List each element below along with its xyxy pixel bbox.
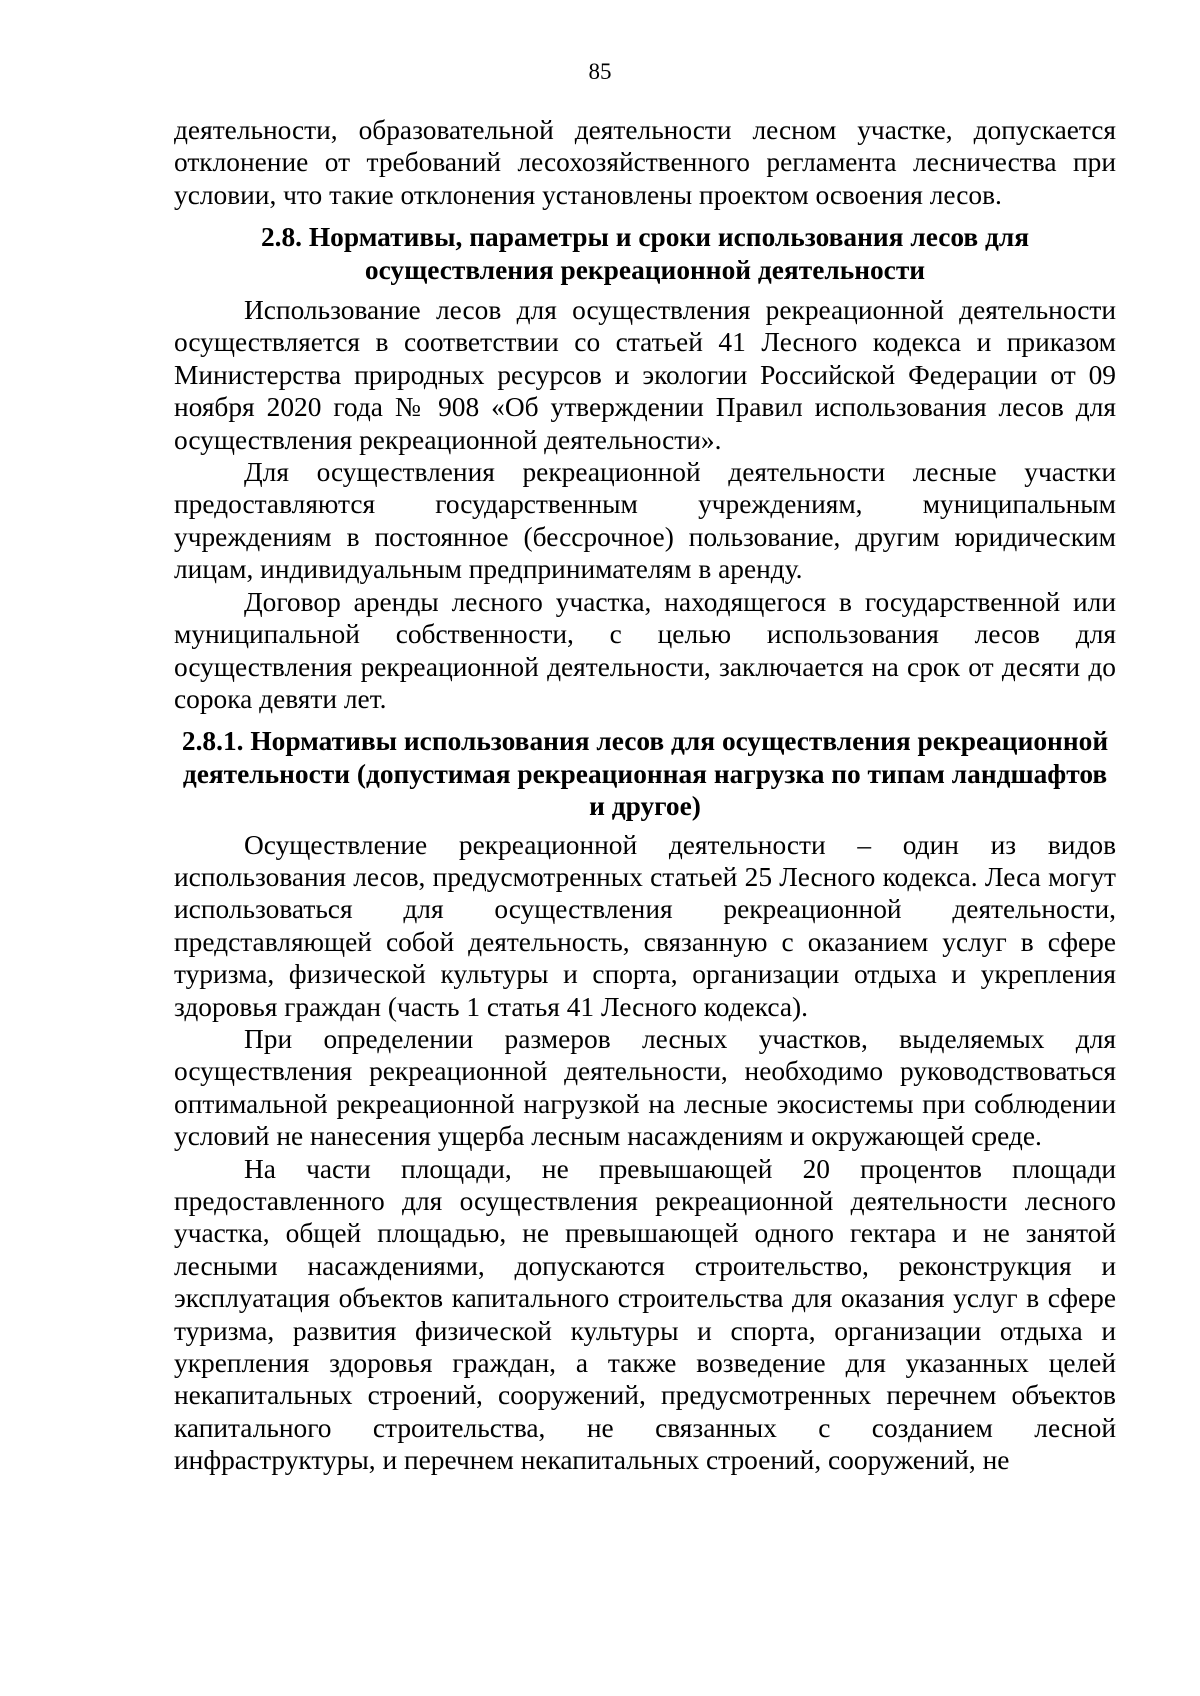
section-heading-2-8-1: 2.8.1. Нормативы использования лесов для осуществления рекреационной деятельности (допустимая рекреационная нагрузка по типам ландшафтов и другое) — [181, 726, 1109, 822]
intro-paragraph: деятельности, образовательной деятельности лесном участке, допускается отклонение от требований лесохозяйственного регламента лесничества при условии, что такие отклонения установлены проектом освоения лесов. — [174, 115, 1116, 210]
paragraph: Договор аренды лесного участка, находящегося в государственной или муниципальной собственности, с целью использования лесов для осуществления рекреационной деятельности, заключается на срок от десяти до сорока девяти лет. — [174, 586, 1116, 714]
paragraph: На части площади, не превышающей 20 процентов площади предоставленного для осуществления рекреационной деятельности лесного участка, общей площадью, не превышающей одного гектара и не занятой лесными насаждениями, допускаются строительство, реконструкция и эксплуатация объектов капитального строительства для оказания услуг в сфере туризма, развития физической культуры и спорта, организации отдыха и укрепления здоровья граждан, а также возведение для указанных целей некапитальных строений, сооружений, предусмотренных перечнем объектов капитального строительства, не связанных с созданием лесной инфраструктуры, и перечнем некапитальных строений, сооружений, не — [174, 1153, 1116, 1476]
paragraph: Осуществление рекреационной деятельности – один из видов использования лесов, предусмотренных статьей 25 Лесного кодекса. Леса могут использоваться для осуществления рекреационной деятельности, представляющей собой деятельность, связанную с оказанием услуг в сфере туризма, физической культуры и спорта, организации отдыха и укрепления здоровья граждан (часть 1 статья 41 Лесного кодекса). — [174, 829, 1116, 1022]
paragraph: При определении размеров лесных участков, выделяемых для осуществления рекреационной деятельности, необходимо руководствоваться оптимальной рекреационной нагрузкой на лесные экосистемы при соблюдении условий не нанесения ущерба лесным насаждениям и окружающей среде. — [174, 1023, 1116, 1152]
paragraph: Для осуществления рекреационной деятельности лесные участки предоставляются государственным учреждениям, муниципальным учреждениям в постоянное (бессрочное) пользование, другим юридическим лицам, индивидуальным предпринимателям в аренду. — [174, 457, 1116, 585]
section-heading-2-8: 2.8. Нормативы, параметры и сроки использования лесов для осуществления рекреационной деятельности — [260, 222, 1030, 285]
document-body — [174, 114, 1116, 1477]
page-number: 85 — [588, 59, 612, 84]
paragraph: Использование лесов для осуществления рекреационной деятельности осуществляется в соответствии со статьей 41 Лесного кодекса и приказом Министерства природных ресурсов и экологии Российской Федерации от 09 ноября 2020 года № 908 «Об утверждении Правил использования лесов для осуществления рекреационной деятельности». — [174, 295, 1116, 455]
